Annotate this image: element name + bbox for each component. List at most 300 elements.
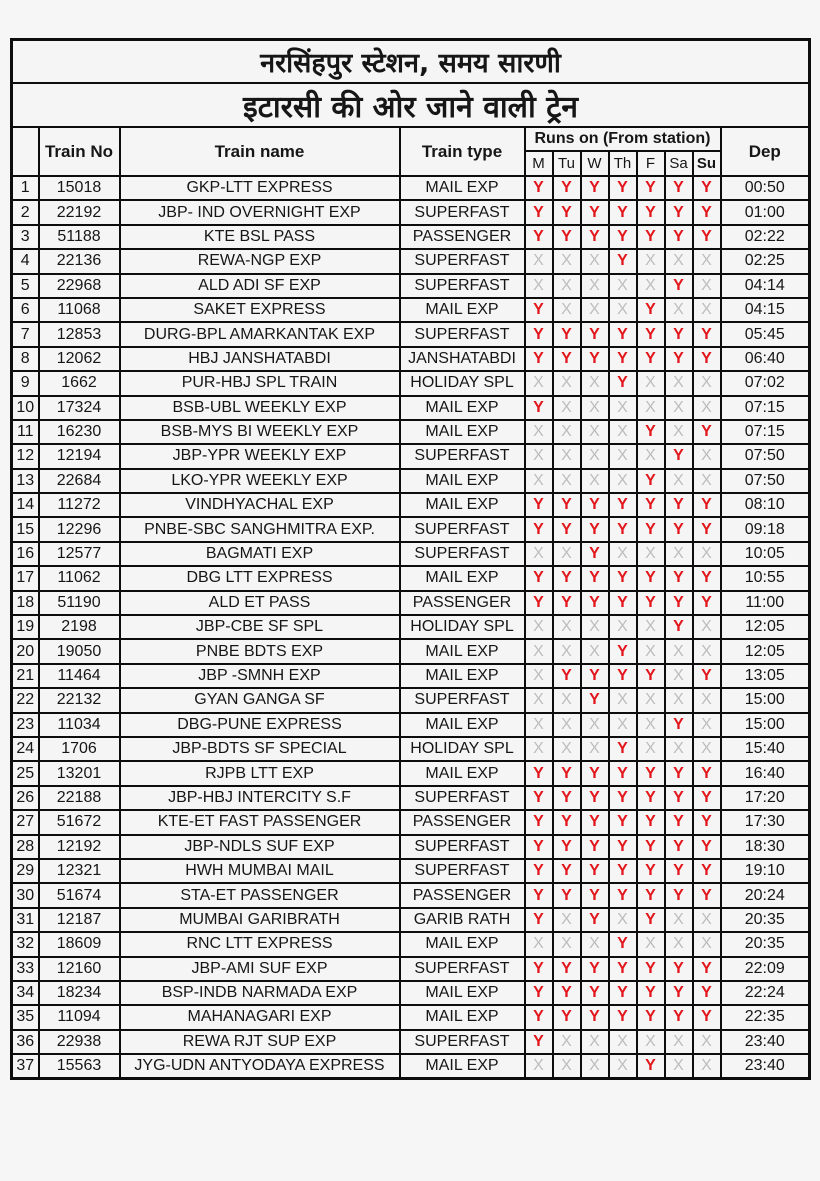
train-type: MAIL EXP xyxy=(400,176,525,200)
runs-on-tuesday: X xyxy=(553,396,581,420)
runs-on-wednesday: Y xyxy=(581,322,609,346)
timetable-table xyxy=(10,38,811,1080)
departure-time: 17:20 xyxy=(721,786,810,810)
train-type: MAIL EXP xyxy=(400,469,525,493)
row-number: 14 xyxy=(12,493,39,517)
runs-on-tuesday: X xyxy=(553,737,581,761)
departure-time: 10:05 xyxy=(721,542,810,566)
runs-on-tuesday: Y xyxy=(553,176,581,200)
departure-time: 06:40 xyxy=(721,347,810,371)
runs-on-friday: Y xyxy=(637,469,665,493)
runs-on-wednesday: X xyxy=(581,1054,609,1079)
table-row xyxy=(12,639,810,663)
table-row xyxy=(12,420,810,444)
train-type: SUPERFAST xyxy=(400,957,525,981)
runs-on-thursday: X xyxy=(609,615,637,639)
runs-on-saturday: Y xyxy=(665,786,693,810)
runs-on-tuesday: Y xyxy=(553,347,581,371)
runs-on-wednesday: X xyxy=(581,298,609,322)
runs-on-monday: Y xyxy=(525,225,553,249)
table-row xyxy=(12,883,810,907)
runs-on-wednesday: X xyxy=(581,396,609,420)
train-name: HBJ JANSHATABDI xyxy=(120,347,400,371)
train-type: PASSENGER xyxy=(400,883,525,907)
train-number: 22188 xyxy=(39,786,120,810)
runs-on-saturday: Y xyxy=(665,615,693,639)
runs-on-thursday: Y xyxy=(609,347,637,371)
runs-on-sunday: Y xyxy=(693,883,721,907)
train-type: MAIL EXP xyxy=(400,298,525,322)
runs-on-friday: Y xyxy=(637,176,665,200)
runs-on-monday: Y xyxy=(525,1005,553,1029)
train-number: 16230 xyxy=(39,420,120,444)
departure-time: 01:00 xyxy=(721,200,810,224)
runs-on-sunday: Y xyxy=(693,347,721,371)
train-number: 12296 xyxy=(39,517,120,541)
table-row xyxy=(12,176,810,200)
runs-on-wednesday: X xyxy=(581,615,609,639)
runs-on-thursday: Y xyxy=(609,761,637,785)
runs-on-thursday: X xyxy=(609,688,637,712)
departure-time: 22:09 xyxy=(721,957,810,981)
train-type: MAIL EXP xyxy=(400,932,525,956)
runs-on-friday: Y xyxy=(637,517,665,541)
row-number: 16 xyxy=(12,542,39,566)
runs-on-wednesday: X xyxy=(581,444,609,468)
table-row xyxy=(12,371,810,395)
runs-on-monday: Y xyxy=(525,566,553,590)
train-type: MAIL EXP xyxy=(400,639,525,663)
runs-on-tuesday: Y xyxy=(553,200,581,224)
runs-on-sunday: Y xyxy=(693,200,721,224)
runs-on-friday: Y xyxy=(637,347,665,371)
runs-on-wednesday: X xyxy=(581,420,609,444)
runs-on-friday: Y xyxy=(637,883,665,907)
runs-on-wednesday: Y xyxy=(581,542,609,566)
train-number: 22192 xyxy=(39,200,120,224)
departure-time: 15:00 xyxy=(721,713,810,737)
table-row xyxy=(12,957,810,981)
title-row-1 xyxy=(12,40,810,84)
title-row-2 xyxy=(12,83,810,127)
row-number: 31 xyxy=(12,908,39,932)
runs-on-tuesday: Y xyxy=(553,1005,581,1029)
runs-on-thursday: Y xyxy=(609,810,637,834)
departure-time: 15:00 xyxy=(721,688,810,712)
row-number: 30 xyxy=(12,883,39,907)
train-type: GARIB RATH xyxy=(400,908,525,932)
runs-on-sunday: Y xyxy=(693,1005,721,1029)
runs-on-sunday: Y xyxy=(693,761,721,785)
runs-on-thursday: Y xyxy=(609,786,637,810)
train-name-header: Train name xyxy=(120,127,400,176)
train-name: GKP-LTT EXPRESS xyxy=(120,176,400,200)
dep-header: Dep xyxy=(721,127,810,176)
runs-on-sunday: Y xyxy=(693,566,721,590)
train-type: HOLIDAY SPL xyxy=(400,615,525,639)
train-number: 12194 xyxy=(39,444,120,468)
train-number: 11464 xyxy=(39,664,120,688)
runs-on-thursday: Y xyxy=(609,371,637,395)
row-number: 26 xyxy=(12,786,39,810)
train-name: RJPB LTT EXP xyxy=(120,761,400,785)
runs-on-tuesday: Y xyxy=(553,859,581,883)
departure-time: 20:35 xyxy=(721,908,810,932)
runs-on-sunday: Y xyxy=(693,517,721,541)
runs-on-saturday: Y xyxy=(665,493,693,517)
runs-on-sunday: X xyxy=(693,639,721,663)
runs-on-saturday: Y xyxy=(665,883,693,907)
runs-on-monday: Y xyxy=(525,981,553,1005)
runs-on-friday: Y xyxy=(637,957,665,981)
departure-time: 04:15 xyxy=(721,298,810,322)
runs-on-friday: Y xyxy=(637,225,665,249)
runs-on-thursday: Y xyxy=(609,566,637,590)
departure-time: 02:25 xyxy=(721,249,810,273)
runs-on-wednesday: Y xyxy=(581,517,609,541)
row-number: 12 xyxy=(12,444,39,468)
train-name: REWA-NGP EXP xyxy=(120,249,400,273)
runs-on-monday: X xyxy=(525,688,553,712)
departure-time: 22:35 xyxy=(721,1005,810,1029)
row-number: 22 xyxy=(12,688,39,712)
runs-on-saturday: Y xyxy=(665,761,693,785)
runs-on-sunday: X xyxy=(693,737,721,761)
train-number: 12187 xyxy=(39,908,120,932)
runs-on-friday: Y xyxy=(637,1005,665,1029)
runs-on-saturday: Y xyxy=(665,835,693,859)
row-number: 27 xyxy=(12,810,39,834)
runs-on-sunday: Y xyxy=(693,835,721,859)
runs-on-sunday: X xyxy=(693,713,721,737)
train-type-header: Train type xyxy=(400,127,525,176)
train-number: 12321 xyxy=(39,859,120,883)
train-type: PASSENGER xyxy=(400,225,525,249)
runs-on-saturday: Y xyxy=(665,347,693,371)
runs-on-thursday: X xyxy=(609,396,637,420)
runs-on-tuesday: X xyxy=(553,420,581,444)
runs-on-thursday: X xyxy=(609,420,637,444)
departure-time: 16:40 xyxy=(721,761,810,785)
train-name: ALD ET PASS xyxy=(120,591,400,615)
runs-on-monday: Y xyxy=(525,957,553,981)
departure-time: 04:14 xyxy=(721,274,810,298)
row-number: 9 xyxy=(12,371,39,395)
runs-on-friday: Y xyxy=(637,786,665,810)
row-number: 28 xyxy=(12,835,39,859)
runs-on-saturday: Y xyxy=(665,274,693,298)
table-row xyxy=(12,347,810,371)
runs-on-tuesday: Y xyxy=(553,786,581,810)
runs-on-saturday: Y xyxy=(665,957,693,981)
runs-on-monday: Y xyxy=(525,396,553,420)
train-name: GYAN GANGA SF xyxy=(120,688,400,712)
table-row xyxy=(12,225,810,249)
train-name: KTE-ET FAST PASSENGER xyxy=(120,810,400,834)
train-number: 22684 xyxy=(39,469,120,493)
runs-on-friday: Y xyxy=(637,981,665,1005)
train-rows xyxy=(12,176,810,1079)
train-type: SUPERFAST xyxy=(400,249,525,273)
runs-on-thursday: X xyxy=(609,1030,637,1054)
train-name: JBP-CBE SF SPL xyxy=(120,615,400,639)
runs-on-monday: Y xyxy=(525,298,553,322)
row-number: 4 xyxy=(12,249,39,273)
table-row xyxy=(12,664,810,688)
train-name: JBP- IND OVERNIGHT EXP xyxy=(120,200,400,224)
train-type: SUPERFAST xyxy=(400,274,525,298)
station-title: नरसिंहपुर स्टेशन, समय सारणी xyxy=(12,40,810,84)
runs-on-saturday: X xyxy=(665,639,693,663)
train-type: SUPERFAST xyxy=(400,542,525,566)
table-row xyxy=(12,835,810,859)
runs-on-monday: X xyxy=(525,249,553,273)
runs-on-friday: Y xyxy=(637,322,665,346)
row-number: 11 xyxy=(12,420,39,444)
row-number: 3 xyxy=(12,225,39,249)
runs-on-monday: Y xyxy=(525,859,553,883)
train-number: 22938 xyxy=(39,1030,120,1054)
runs-on-monday: X xyxy=(525,1054,553,1079)
train-number: 22968 xyxy=(39,274,120,298)
runs-on-wednesday: Y xyxy=(581,688,609,712)
train-type: PASSENGER xyxy=(400,810,525,834)
runs-on-thursday: Y xyxy=(609,493,637,517)
table-row xyxy=(12,859,810,883)
runs-on-thursday: Y xyxy=(609,664,637,688)
runs-on-tuesday: Y xyxy=(553,664,581,688)
runs-on-friday: Y xyxy=(637,420,665,444)
row-number: 25 xyxy=(12,761,39,785)
train-number: 12062 xyxy=(39,347,120,371)
train-number: 11272 xyxy=(39,493,120,517)
runs-on-saturday: Y xyxy=(665,517,693,541)
table-row xyxy=(12,761,810,785)
runs-on-friday: Y xyxy=(637,810,665,834)
train-name: LKO-YPR WEEKLY EXP xyxy=(120,469,400,493)
runs-on-saturday: Y xyxy=(665,322,693,346)
runs-on-wednesday: X xyxy=(581,274,609,298)
train-number: 51674 xyxy=(39,883,120,907)
runs-on-wednesday: X xyxy=(581,249,609,273)
runs-on-saturday: X xyxy=(665,908,693,932)
runs-on-saturday: X xyxy=(665,688,693,712)
runs-on-monday: X xyxy=(525,639,553,663)
runs-on-friday: X xyxy=(637,396,665,420)
train-number: 11062 xyxy=(39,566,120,590)
train-number: 1706 xyxy=(39,737,120,761)
runs-on-wednesday: Y xyxy=(581,591,609,615)
runs-on-wednesday: Y xyxy=(581,225,609,249)
train-number: 12853 xyxy=(39,322,120,346)
train-name: PNBE BDTS EXP xyxy=(120,639,400,663)
day-header-friday: F xyxy=(637,151,665,176)
runs-on-saturday: X xyxy=(665,1030,693,1054)
row-number: 32 xyxy=(12,932,39,956)
runs-on-sunday: Y xyxy=(693,225,721,249)
train-name: JYG-UDN ANTYODAYA EXPRESS xyxy=(120,1054,400,1079)
train-number: 22136 xyxy=(39,249,120,273)
train-number: 19050 xyxy=(39,639,120,663)
runs-on-thursday: Y xyxy=(609,517,637,541)
train-name: PNBE-SBC SANGHMITRA EXP. xyxy=(120,517,400,541)
table-row xyxy=(12,591,810,615)
train-name: SAKET EXPRESS xyxy=(120,298,400,322)
runs-on-friday: Y xyxy=(637,761,665,785)
row-number: 20 xyxy=(12,639,39,663)
runs-on-monday: X xyxy=(525,932,553,956)
table-row xyxy=(12,908,810,932)
departure-time: 17:30 xyxy=(721,810,810,834)
runs-on-friday: X xyxy=(637,371,665,395)
runs-on-tuesday: X xyxy=(553,249,581,273)
runs-on-sunday: Y xyxy=(693,322,721,346)
runs-on-sunday: X xyxy=(693,249,721,273)
runs-on-thursday: Y xyxy=(609,883,637,907)
runs-on-monday: X xyxy=(525,615,553,639)
runs-on-tuesday: X xyxy=(553,639,581,663)
runs-on-friday: X xyxy=(637,1030,665,1054)
runs-on-wednesday: X xyxy=(581,469,609,493)
table-row xyxy=(12,469,810,493)
runs-on-tuesday: Y xyxy=(553,517,581,541)
runs-on-monday: Y xyxy=(525,591,553,615)
runs-on-sunday: X xyxy=(693,371,721,395)
runs-on-sunday: X xyxy=(693,932,721,956)
runs-on-sunday: X xyxy=(693,688,721,712)
runs-on-thursday: Y xyxy=(609,639,637,663)
table-row xyxy=(12,298,810,322)
runs-on-saturday: X xyxy=(665,396,693,420)
day-header-wednesday: W xyxy=(581,151,609,176)
train-type: SUPERFAST xyxy=(400,200,525,224)
runs-on-thursday: Y xyxy=(609,835,637,859)
train-type: JANSHATABDI xyxy=(400,347,525,371)
runs-on-saturday: X xyxy=(665,298,693,322)
train-number: 18609 xyxy=(39,932,120,956)
runs-on-saturday: Y xyxy=(665,176,693,200)
row-number: 13 xyxy=(12,469,39,493)
timetable-sheet xyxy=(10,38,811,1080)
train-name: JBP-NDLS SUF EXP xyxy=(120,835,400,859)
runs-on-thursday: Y xyxy=(609,322,637,346)
train-type: MAIL EXP xyxy=(400,1005,525,1029)
runs-on-monday: Y xyxy=(525,493,553,517)
train-number: 22132 xyxy=(39,688,120,712)
runs-on-friday: Y xyxy=(637,566,665,590)
train-number: 51188 xyxy=(39,225,120,249)
runs-on-wednesday: X xyxy=(581,371,609,395)
runs-on-saturday: Y xyxy=(665,566,693,590)
runs-on-sunday: X xyxy=(693,444,721,468)
runs-on-wednesday: Y xyxy=(581,200,609,224)
runs-on-sunday: Y xyxy=(693,493,721,517)
table-row xyxy=(12,542,810,566)
runs-on-friday: Y xyxy=(637,908,665,932)
runs-on-wednesday: Y xyxy=(581,493,609,517)
runs-on-monday: Y xyxy=(525,908,553,932)
row-number: 15 xyxy=(12,517,39,541)
departure-time: 20:35 xyxy=(721,932,810,956)
runs-on-wednesday: Y xyxy=(581,810,609,834)
train-name: JBP-BDTS SF SPECIAL xyxy=(120,737,400,761)
runs-on-tuesday: Y xyxy=(553,566,581,590)
runs-on-saturday: Y xyxy=(665,591,693,615)
runs-on-thursday: X xyxy=(609,444,637,468)
table-row xyxy=(12,737,810,761)
train-type: SUPERFAST xyxy=(400,688,525,712)
row-number: 1 xyxy=(12,176,39,200)
train-type: SUPERFAST xyxy=(400,517,525,541)
runs-on-thursday: Y xyxy=(609,200,637,224)
runs-on-wednesday: X xyxy=(581,713,609,737)
runs-on-monday: X xyxy=(525,664,553,688)
departure-time: 19:10 xyxy=(721,859,810,883)
row-number: 5 xyxy=(12,274,39,298)
runs-on-saturday: Y xyxy=(665,1005,693,1029)
runs-on-monday: Y xyxy=(525,883,553,907)
runs-on-sunday: X xyxy=(693,542,721,566)
runs-on-wednesday: Y xyxy=(581,566,609,590)
row-number: 17 xyxy=(12,566,39,590)
runs-on-saturday: X xyxy=(665,371,693,395)
runs-on-tuesday: Y xyxy=(553,761,581,785)
runs-on-tuesday: Y xyxy=(553,981,581,1005)
runs-on-thursday: Y xyxy=(609,981,637,1005)
runs-on-wednesday: X xyxy=(581,932,609,956)
row-number: 18 xyxy=(12,591,39,615)
train-type: MAIL EXP xyxy=(400,981,525,1005)
runs-on-friday: X xyxy=(637,274,665,298)
train-number: 2198 xyxy=(39,615,120,639)
runs-on-monday: X xyxy=(525,737,553,761)
train-number: 51672 xyxy=(39,810,120,834)
table-row xyxy=(12,981,810,1005)
runs-on-sunday: X xyxy=(693,274,721,298)
table-row xyxy=(12,1030,810,1054)
runs-on-friday: X xyxy=(637,444,665,468)
departure-time: 13:05 xyxy=(721,664,810,688)
runs-on-friday: Y xyxy=(637,298,665,322)
departure-time: 18:30 xyxy=(721,835,810,859)
runs-on-thursday: X xyxy=(609,274,637,298)
train-number: 12577 xyxy=(39,542,120,566)
train-number: 17324 xyxy=(39,396,120,420)
runs-on-tuesday: X xyxy=(553,1030,581,1054)
train-name: HWH MUMBAI MAIL xyxy=(120,859,400,883)
train-type: MAIL EXP xyxy=(400,566,525,590)
table-row xyxy=(12,810,810,834)
runs-on-friday: Y xyxy=(637,1054,665,1079)
train-type: SUPERFAST xyxy=(400,835,525,859)
runs-on-saturday: X xyxy=(665,542,693,566)
runs-on-wednesday: Y xyxy=(581,347,609,371)
runs-on-friday: Y xyxy=(637,664,665,688)
train-number: 11068 xyxy=(39,298,120,322)
runs-on-sunday: Y xyxy=(693,176,721,200)
runs-on-wednesday: Y xyxy=(581,176,609,200)
runs-on-wednesday: Y xyxy=(581,664,609,688)
runs-on-tuesday: Y xyxy=(553,322,581,346)
runs-on-tuesday: X xyxy=(553,688,581,712)
runs-on-tuesday: X xyxy=(553,713,581,737)
runs-on-tuesday: Y xyxy=(553,591,581,615)
departure-time: 23:40 xyxy=(721,1054,810,1079)
runs-on-friday: X xyxy=(637,615,665,639)
runs-on-monday: X xyxy=(525,713,553,737)
train-name: JBP-AMI SUF EXP xyxy=(120,957,400,981)
runs-on-wednesday: Y xyxy=(581,908,609,932)
